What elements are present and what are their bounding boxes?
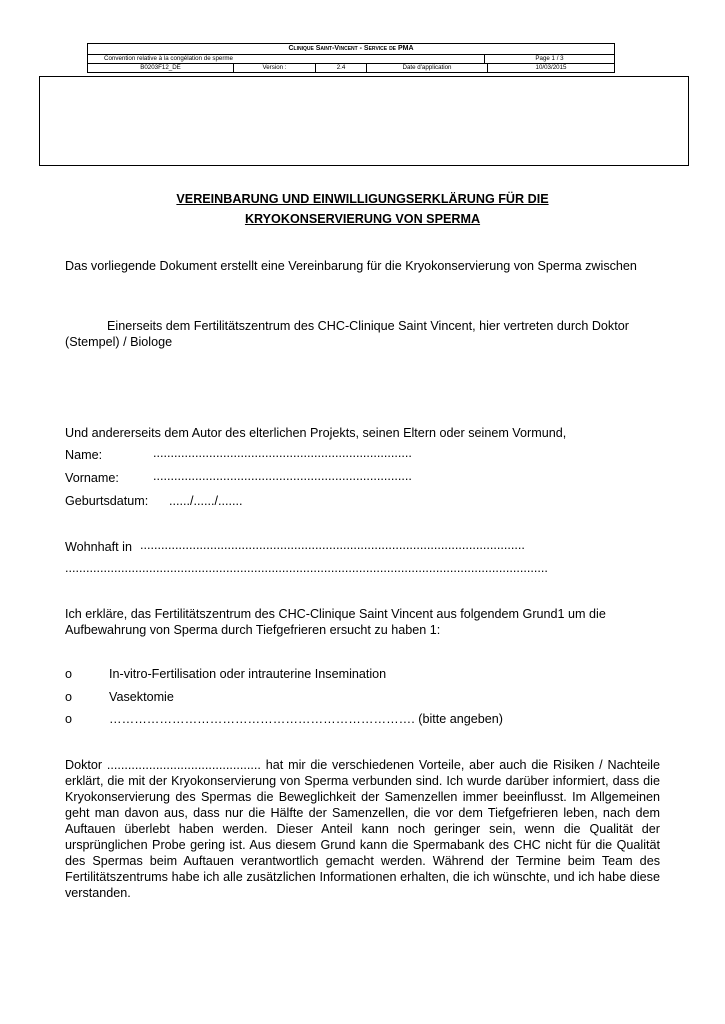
party2-paragraph: Und andererseits dem Autor des elterlichen Projekts, seinen Eltern oder seinem Vormund, [65, 426, 567, 440]
header-version: 2.4 [315, 64, 366, 72]
header-date: 10/03/2015 [487, 64, 614, 72]
option-2-text: Vasektomie [109, 690, 174, 704]
intro-paragraph: Das vorliegende Dokument erstellt eine Vereinbarung für die Kryokonservierung von Sperma zwischen [65, 259, 637, 273]
vorname-field-dots: .......................................................................... [153, 469, 412, 483]
header-date-label: Date d'application [366, 64, 487, 72]
option-3-text: ………………………………………………………………. (bitte angeben) [109, 712, 503, 726]
document-header-table [87, 43, 615, 73]
address-label: Wohnhaft in [65, 540, 132, 554]
party1-paragraph: Einerseits dem Fertilitätszentrum des CHC-Clinique Saint Vincent, hier vertreten durch Doktor (Stempel) / Biologe [65, 319, 629, 349]
header-code: B0203F12_DE [140, 64, 181, 71]
header-title-row [88, 44, 614, 54]
reason-paragraph: Ich erkläre, das Fertilitätszentrum des CHC-Clinique Saint Vincent aus folgendem Grund1 um die Aufbewahrung von Sperma durch Tiefgefrieren ersucht zu haben 1: [65, 607, 606, 637]
name-label: Name: [65, 448, 103, 462]
option-1-text: In-vitro-Fertilisation oder intrauterine Insemination [109, 667, 387, 681]
birth-label: Geburtsdatum: [65, 494, 149, 508]
header-row-2 [88, 54, 614, 63]
header-title: Clinique Saint-Vincent - Service de PMA [288, 45, 414, 52]
header-page: Page 1 / 3 [484, 55, 614, 63]
consent-paragraph: Doktor ............................................ hat mir die verschiedenen Vorteile, aber auch die Risiken / Nachteile erklärt, die mit der Kryokonservierung von Sperma verbunden sind. Ich wurde darüber informiert, dass die Kryokonservierung des Spermas die Beweglichkeit der Samenzellen immer beeinflusst. Im Allgemeinen geht man davon aus, dass nur die Hälfte der Samenzellen, die vor dem Tiefgefrieren leben, nach dem Auftauen überlebt haben werden. Dieser Anteil kann noch geringer sein, wenn die Qualität der ursprünglichen Probe gering ist. Aus diesem Grund kann die Spermabank des CHC nicht für die Qualität des Spermas beim Auftauen verantwortlich gemacht werden. Während der Termine beim Team des Fertilitätszentrums habe ich alle zusätzlichen Informationen erhalten, die ich wünschte, und ich habe diese verstanden. [65, 758, 660, 900]
header-row-3 [88, 63, 614, 72]
address-field-dots: .............................................................................................................. [140, 538, 525, 552]
header-doc-title: Convention relative à la congélation de sperme [104, 55, 233, 62]
header-version-label: Version : [233, 64, 315, 72]
document-heading-line2: KRYOKONSERVIERUNG VON SPERMA [244, 212, 481, 226]
vorname-label: Vorname: [65, 471, 119, 485]
address-field-dots-2: .......................................................................................................................................... [65, 561, 548, 575]
option-2-bullet: o [65, 690, 73, 704]
name-field-dots: .......................................................................... [153, 446, 412, 460]
option-1-bullet: o [65, 667, 73, 681]
empty-frame-box [39, 76, 689, 166]
option-3-bullet: o [65, 712, 73, 726]
birth-value: ....../....../....... [169, 494, 243, 508]
document-heading-line1: VEREINBARUNG UND EINWILLIGUNGSERKLÄRUNG FÜR DIE [176, 192, 549, 206]
